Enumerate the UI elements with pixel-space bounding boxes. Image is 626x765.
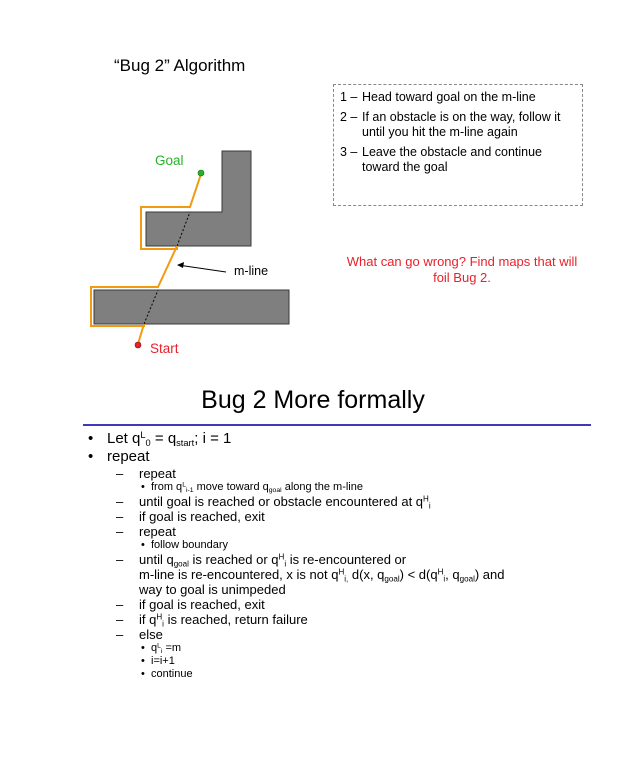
question-text: What can go wrong? Find maps that will foil Bug 2.	[346, 254, 578, 285]
line-assign-q: • $q^L_i =m$	[88, 642, 608, 655]
section-title: Bug 2 More formally	[201, 386, 425, 414]
line-repeat-2: – repeat	[88, 524, 608, 539]
line-else: – else	[88, 627, 608, 642]
step-text: Head toward goal on the m-line	[362, 90, 536, 104]
m-line-arrowhead	[177, 262, 184, 268]
line-if-goal-exit-2: – if goal is reached, exit	[88, 597, 608, 612]
goal-marker	[198, 170, 204, 176]
line-move-toward: • from $q^L_{i-1}$ move toward $q_{goal}$ along the m-line	[88, 481, 608, 494]
line-return-failure: – if $q^H_i$ is reached, return failure	[88, 612, 608, 627]
step-text: If an obstacle is on the way, follow it until you hit the m-line again	[362, 110, 561, 139]
line-follow-boundary: • follow boundary	[88, 539, 608, 552]
title-rule	[83, 424, 591, 426]
m-line-label: m-line	[234, 264, 269, 278]
line-until-reencountered: – until $q_{goal}$ is reached or $q^H_i$ is re-encountered or m-line is re-encountered, x is not $q^H_{i,}$ d(x, $q_{goal}) < d(q^H_i$, $q_{goal}$) and way to goal is unimpeded	[88, 552, 608, 597]
step-number: 3 –	[340, 145, 358, 159]
formal-algorithm	[88, 430, 608, 681]
step-number: 1 –	[340, 90, 358, 104]
line-let: • Let $q^L_0 = q_{start}$; i = 1	[88, 430, 608, 448]
algorithm-title: “Bug 2” Algorithm	[114, 56, 246, 75]
m-line-pointer	[178, 265, 226, 272]
line-increment: • i=i+1	[88, 655, 608, 668]
line-repeat: • repeat	[88, 448, 608, 466]
line-continue: • continue	[88, 668, 608, 681]
line-until-goal: – until goal is reached or obstacle encountered at $q^H_i$	[88, 494, 608, 509]
line-if-goal-exit: – if goal is reached, exit	[88, 509, 608, 524]
bug2-diagram	[0, 0, 626, 380]
goal-label: Goal	[155, 153, 184, 168]
start-label: Start	[150, 341, 179, 356]
step-text: Leave the obstacle and continue toward the goal	[362, 145, 542, 174]
step-number: 2 –	[340, 110, 358, 124]
obstacle-lower	[94, 290, 289, 324]
start-marker	[135, 342, 141, 348]
line-inner-repeat: – repeat	[88, 466, 608, 481]
